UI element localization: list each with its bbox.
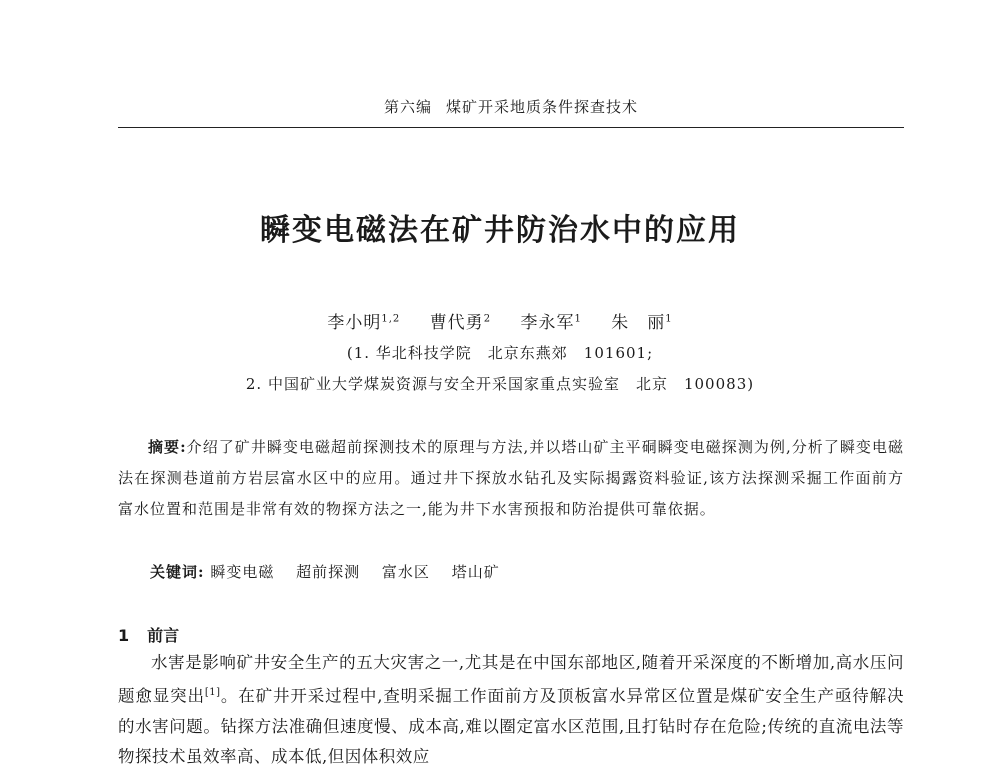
author: 李永军$^1$ — [520, 313, 582, 333]
keyword: 瞬变电磁 — [210, 563, 275, 581]
keyword: 富水区 — [381, 563, 430, 581]
author-list — [0, 308, 1000, 333]
running-head-title: 煤矿开采地质条件探查技术 — [446, 98, 639, 116]
author: 朱 丽$^1$ — [611, 313, 673, 333]
keywords — [150, 561, 516, 582]
paper-title: 瞬变电磁法在矿井防治水中的应用 — [260, 213, 740, 248]
running-head-part: 第六编 — [383, 98, 432, 116]
section-title: 前言 — [147, 626, 180, 645]
author: 李小明$^{1,2}$ — [327, 313, 401, 333]
citation-marker: [1] — [204, 687, 221, 698]
affiliation-2: 2. 中国矿业大学煤炭资源与安全开采国家重点实验室 北京 100083) — [245, 375, 755, 393]
abstract-label: 摘要: — [148, 438, 187, 456]
keywords-label: 关键词: — [150, 563, 205, 581]
running-head — [118, 96, 904, 117]
keyword: 塔山矿 — [451, 563, 500, 581]
header-rule — [118, 127, 904, 128]
section-number: 1 — [118, 626, 130, 645]
abstract-text: 介绍了矿井瞬变电磁超前探测技术的原理与方法,并以塔山矿主平硐瞬变电磁探测为例,分析了瞬变电磁法在探测巷道前方岩层富水区中的应用。通过井下探放水钻孔及实际揭露资料验证,该方法探测采掘工作面前方富水位置和范围是非常有效的物探方法之一,能为井下水害预报和防治提供可靠依据。 — [118, 438, 904, 518]
keyword: 超前探测 — [296, 563, 361, 581]
author: 曹代勇$^2$ — [429, 313, 492, 333]
affiliation-1: (1. 华北科技学院 北京东燕郊 101601; — [346, 344, 654, 362]
section-body: 水害是影响矿井安全生产的五大灾害之一,尤其是在中国东部地区,随着开采深度的不断增加,高水压问题愈显突出[1]。在矿井开采过程中,查明采掘工作面前方及顶板富水异常区位置是煤矿安全生产亟待解决的水害问题。钻探方法准确但速度慢、成本高,难以圈定富水区范围,且打钻时存在危险;传统的直流电法等物探技术虽效率高、成本低,但因体积效应 — [118, 653, 904, 766]
abstract — [118, 432, 904, 525]
section-heading — [118, 623, 179, 646]
